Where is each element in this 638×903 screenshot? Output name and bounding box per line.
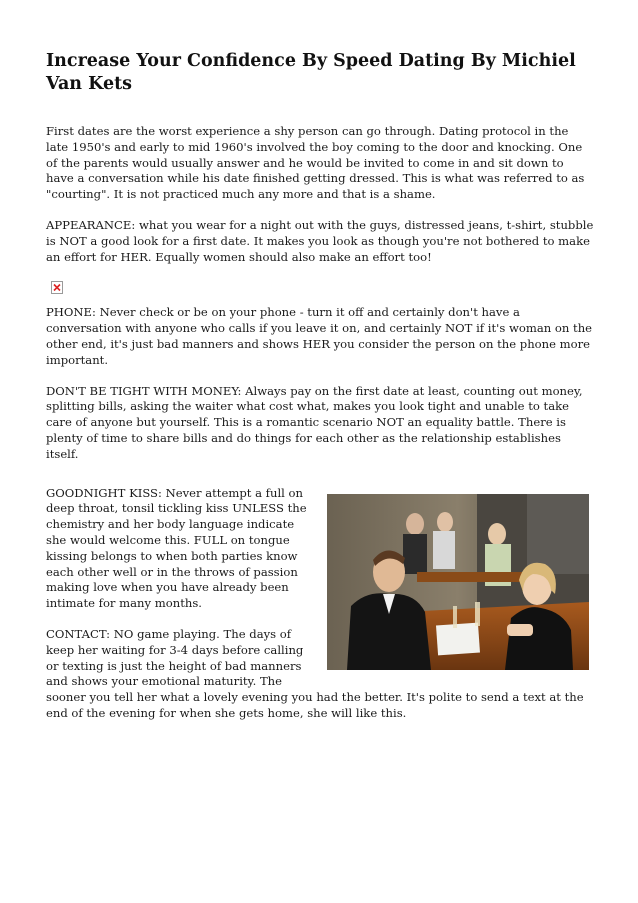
document-page bbox=[46, 50, 594, 737]
paragraph-appearance: APPEARANCE: what you wear for a night out with the guys, distressed jeans, t-shirt, stubble is NOT a good look for a first date. It makes you look as though you're not bothered to make an effort for HER. Equally women should also make an effort too! bbox=[46, 217, 594, 264]
paragraph-phone: PHONE: Never check or be on your phone - turn it off and certainly don't have a conversation with anyone who calls if you leave it on, and certainly NOT if it's woman on the other end, it's just bad manners and shows HER you consider the person on the phone more important. bbox=[46, 305, 593, 367]
paragraph-intro: First dates are the worst experience a shy person can go through. Dating protocol in the late 1950's and early to mid 1960's involved the boy coming to the door and knocking. One of the parents would usually answer and he would be invited to come in and sit down to have a conversation while his date finished getting dressed. This is what was referred to as "courting". It is not practiced much any more and that is a shame. bbox=[46, 124, 585, 202]
paragraph-money: DON'T BE TIGHT WITH MONEY: Always pay on the first date at least, counting out money, splitting bills, asking the waiter what cost what, makes you look tight and unable to take care of anyone but yourself. This is a romantic scenario NOT an equality battle. There is plenty of time to share bills and do things for each other as the relationship establishes itself. bbox=[46, 383, 583, 461]
document-title: Increase Your Confidence By Speed Dating By Michiel Van Kets bbox=[46, 51, 576, 94]
broken-image-icon bbox=[50, 280, 64, 294]
paragraph-goodnight: GOODNIGHT KISS: Never attempt a full on deep throat, tonsil tickling kiss UNLESS the chemistry and her body language indicate she would welcome this. FULL on tongue kissing belongs to when both parties know each other well or in the throws of passion making love when you have already been intimate for many months. bbox=[46, 485, 307, 611]
speed-dating-photo bbox=[327, 494, 589, 670]
paragraph-contact: CONTACT: NO game playing. The days of keep her waiting for 3-4 days before calling or texting is just the height of bad manners and shows your emotional maturity. The sooner you tell her what a lovely evening you had the better. It's polite to send a text at the end of the evening for when she gets home, she will like this. bbox=[46, 626, 584, 720]
